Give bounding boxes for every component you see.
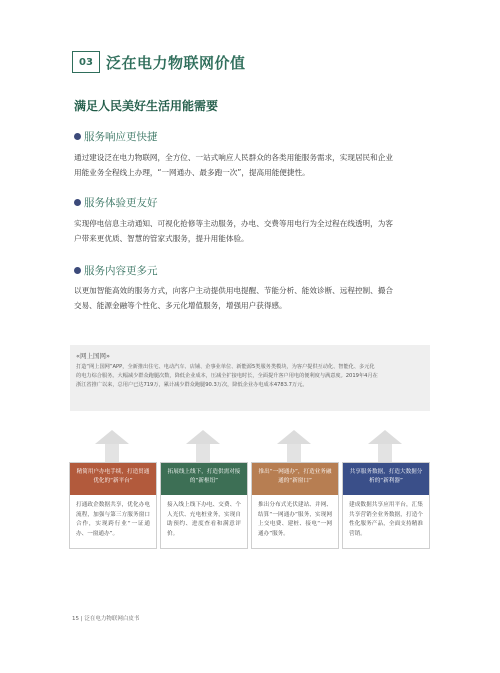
section-header — [72, 50, 246, 74]
card-body: 建成数据共享应用平台，汇集共享营销全业务数据，打造个性化服务产品，全面支持精准营销。 — [349, 502, 423, 537]
arrow-up-icon — [277, 430, 311, 444]
card-header: 共享服务数据，打造大数据分析的“新利器” — [343, 463, 429, 495]
section-title: 泛在电力物联网价值 — [106, 53, 246, 72]
item-heading-2 — [74, 195, 158, 210]
item-heading-text: 服务响应更快捷 — [84, 131, 158, 143]
arrow-up-icon — [95, 430, 129, 444]
card-header: 推出“一网通办”，打造业务融通的“新窗口” — [252, 463, 338, 495]
item-paragraph-3 — [74, 283, 432, 313]
item-paragraph-1 — [74, 150, 432, 180]
page-footer: 15 | 泛在电力物联网白皮书 — [72, 616, 140, 622]
item-heading-text: 服务体验更友好 — [84, 197, 158, 209]
paragraph-line: 用能业务全程线上办理，“一网通办、最多跑一次”，提高用能便捷性。 — [74, 168, 310, 177]
item-paragraph-2 — [74, 216, 432, 246]
arrow-stem — [105, 444, 119, 464]
arrow-stem — [287, 444, 301, 464]
feature-card-1 — [69, 462, 157, 549]
card-body: 接入线上线下办电、交费、个人光伏、充电桩业务，实现自助预约、进度查看和满意评价。 — [167, 502, 241, 537]
item-heading-3 — [74, 263, 158, 278]
page-subtitle: 满足人民美好生活用能需要 — [74, 99, 219, 113]
card-header: 拓展线上线下，打造供需对接的“新枢纽” — [161, 463, 247, 495]
section-number: 03 — [72, 51, 100, 73]
feature-card-3 — [251, 462, 339, 549]
arrow-up-icon — [186, 430, 220, 444]
paragraph-line: 交易、能源金融等个性化、多元化增值服务，增强用户获得感。 — [74, 301, 287, 310]
paragraph-line: 以更加智能高效的服务方式，向客户主动提供用电提醒、节能分析、能效诊断、远程控制、撮合 — [74, 286, 393, 295]
paragraph-line: 户带来更优质、智慧的管家式服务，提升用能体验。 — [74, 234, 249, 243]
paragraph-line: 通过建设泛在电力物联网，全方位、一站式响应人民群众的各类用能服务需求，实现居民和企业 — [74, 153, 393, 162]
case-title: «网上国网» — [76, 352, 110, 360]
card-body: 推出分布式光伏建站、并网、结算“一网通办”服务，实现网上交电费、建桩、接电“一网通办”服务。 — [258, 502, 332, 537]
case-line: 浙江省推广以来，总用户已达719万，累计减少群众跑腿90.3万次，降低企业办电成本4783.7万元。 — [76, 382, 308, 388]
arrow-stem — [196, 444, 210, 464]
case-line: 打造“网上国网”APP，全新推出住宅、电动汽车、店铺、企事业单位、新能源5类服务类模块，为客户提供互动化、智能化、多元化 — [76, 364, 375, 370]
card-body: 打通政企数据共享，优化办电流程，加强与第三方服务窗口合作，实现跨行业“一证通办、一窗通办”。 — [76, 502, 150, 537]
feature-card-2 — [160, 462, 248, 549]
bullet-dot-icon — [74, 267, 81, 274]
case-text — [76, 363, 424, 390]
item-heading-1 — [74, 129, 158, 144]
arrow-up-icon — [368, 430, 402, 444]
card-header: 精简用户办电手续，打造贯通优化的“新平台” — [70, 463, 156, 495]
case-box — [70, 345, 430, 411]
bullet-dot-icon — [74, 133, 81, 140]
paragraph-line: 实现停电信息主动通知、可视化抢修等主动服务，办电、交费等用电行为全过程在线透明，为客 — [74, 219, 393, 228]
feature-card-4 — [342, 462, 430, 549]
arrow-stem — [378, 444, 392, 464]
bullet-dot-icon — [74, 199, 81, 206]
case-line: 的电力综合服务。大幅减少群众跑腿次数，降低企业成本，压减全扩接电时长，全面提升客户用电的便利度与满意度。2019年4月在 — [76, 373, 378, 379]
item-heading-text: 服务内容更多元 — [84, 265, 158, 277]
